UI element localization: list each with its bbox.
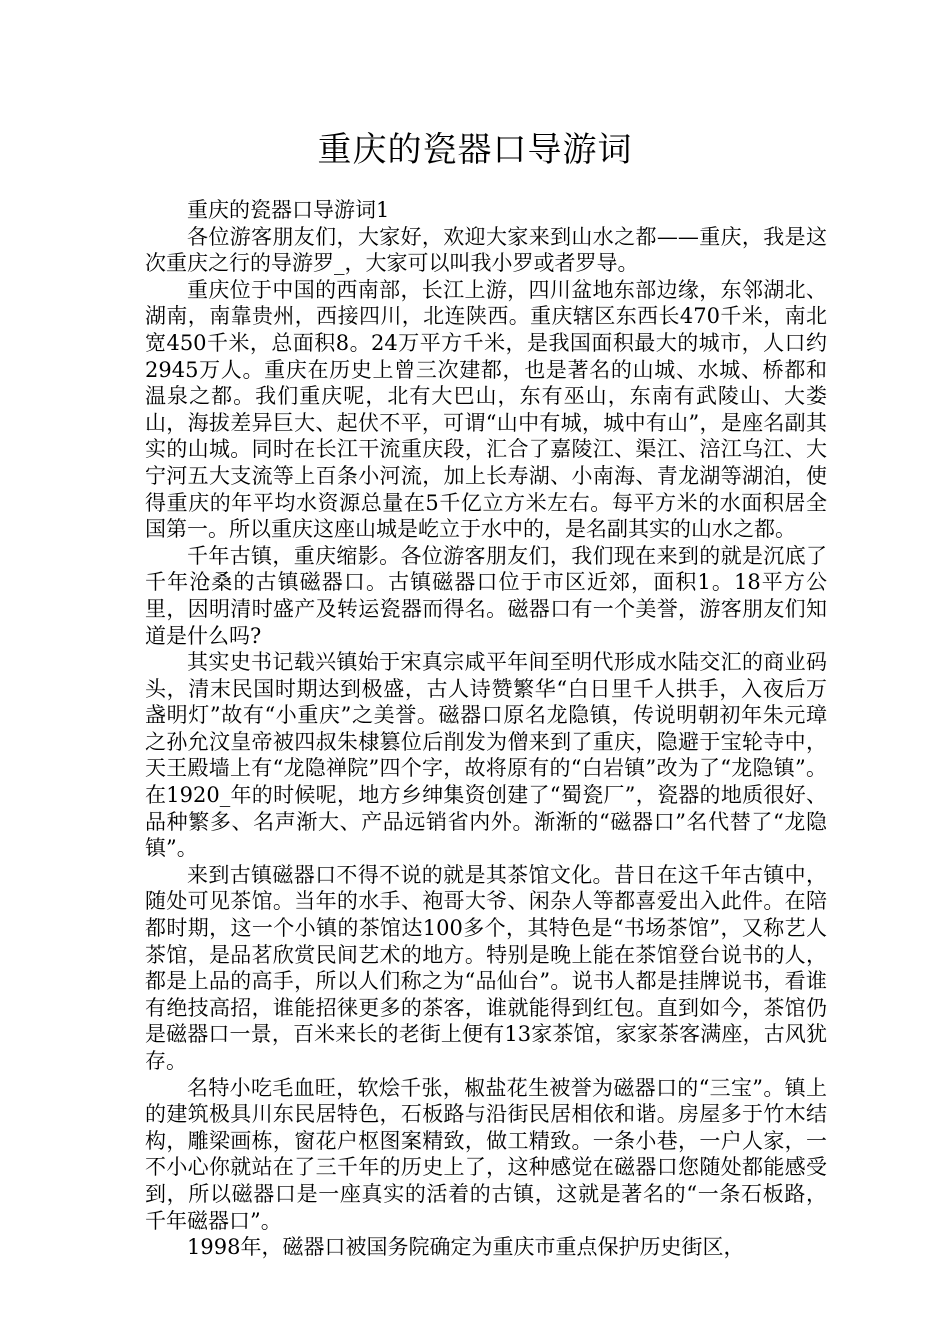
paragraph: 重庆的瓷器口导游词1 <box>187 198 390 222</box>
document-body <box>145 197 827 1261</box>
paragraph: 来到古镇磁器口不得不说的就是其茶馆文化。昔日在这千年古镇中，随处可见茶馆。当年的水手、袍哥大爷、闲杂人等都喜爱出入此件。在陪都时期，这一个小镇的茶馆达100多个，其特色是“书场茶馆”，又称艺人茶馆，是品茗欣赏民间艺术的地方。特别是晚上能在茶馆登台说书的人，都是上品的高手，所以人们称之为“品仙台”。说书人都是挂牌说书，看谁有绝技高招，谁能招徕更多的茶客，谁就能得到红包。直到如今，茶馆仍是磁器口一景，百米来长的老街上便有13家茶馆，家家茶客满座，古风犹存。 <box>145 862 827 1073</box>
document-title: 重庆的瓷器口导游词 <box>317 130 633 170</box>
paragraph: 其实史书记载兴镇始于宋真宗咸平年间至明代形成水陆交汇的商业码头，清末民国时期达到极盛，古人诗赞繁华“白日里千人拱手，入夜后万盏明灯”故有“小重庆”之美誉。磁器口原名龙隐镇，传说明朝初年朱元璋之孙允汶皇帝被四叔朱棣篡位后削发为僧来到了重庆，隐避于宝轮寺中，天王殿墙上有“龙隐禅院”四个字，故将原有的“白岩镇”改为了“龙隐镇”。在1920_年的时候呢，地方乡绅集资创建了“蜀瓷厂”，瓷器的地质很好、品种繁多、名声渐大、产品远销省内外。渐渐的“磁器口”名代替了“龙隐镇”。 <box>145 650 827 861</box>
paragraph: 重庆位于中国的西南部，长江上游，四川盆地东部边缘，东邻湖北、湖南，南靠贵州，西接四川，北连陕西。重庆辖区东西长470千米，南北宽450千米，总面积8。24万平方千米，是我国面积最大的城市，人口约2945万人。重庆在历史上曾三次建都，也是著名的山城、水城、桥都和温泉之都。我们重庆呢，北有大巴山，东有巫山，东南有武陵山、大娄山，海拔差异巨大、起伏不平，可谓“山中有城，城中有山”，是座名副其实的山城。同时在长江干流重庆段，汇合了嘉陵江、渠江、涪江乌江、大宁河五大支流等上百条小河流，加上长寿湖、小南海、青龙湖等湖泊，使得重庆的年平均水资源总量在5千亿立方米左右。每平方米的水面积居全国第一。所以重庆这座山城是屹立于水中的，是名副其实的山水之都。 <box>145 277 827 542</box>
paragraph: 1998年，磁器口被国务院确定为重庆市重点保护历史街区， <box>187 1235 745 1260</box>
paragraph: 千年古镇，重庆缩影。各位游客朋友们，我们现在来到的就是沉底了千年沧桑的古镇磁器口。古镇磁器口位于市区近郊，面积1。18平方公里，因明清时盛产及转运瓷器而得名。磁器口有一个美誉，游客朋友们知道是什么吗? <box>145 543 827 648</box>
paragraph: 名特小吃毛血旺，软烩千张，椒盐花生被誉为磁器口的“三宝”。镇上的建筑极具川东民居特色，石板路与沿街民居相依和谐。房屋多于竹木结构，雕梁画栋，窗花户枢图案精致，做工精致。一条小巷，一户人家，一不小心你就站在了三千年的历史上了，这种感觉在磁器口您随处都能感受到，所以磁器口是一座真实的活着的古镇，这就是著名的“一条石板路，千年磁器口”。 <box>145 1075 827 1233</box>
paragraph: 各位游客朋友们，大家好，欢迎大家来到山水之都——重庆，我是这次重庆之行的导游罗_，大家可以叫我小罗或者罗导。 <box>145 224 827 276</box>
